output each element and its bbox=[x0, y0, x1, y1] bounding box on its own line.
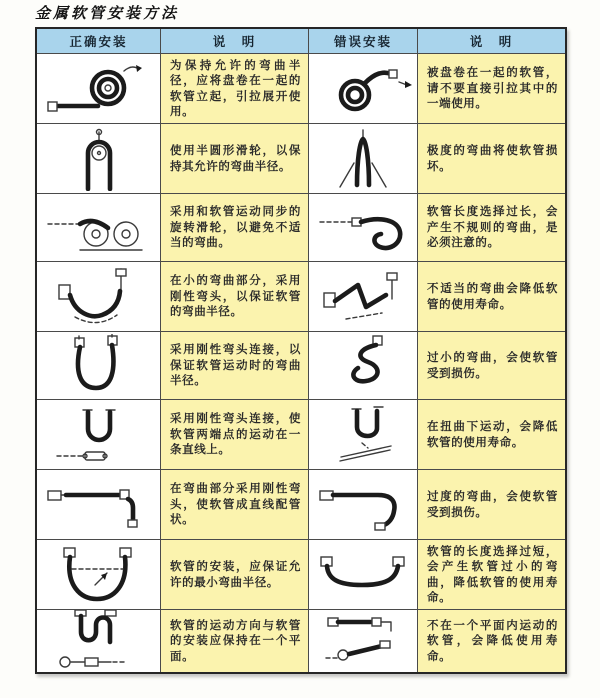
hose-motion-in-one-plane-icon bbox=[49, 610, 149, 672]
straight-hose-overbent-end-icon bbox=[316, 475, 411, 535]
table-row-6-wrong-image-cell bbox=[309, 400, 417, 469]
table-row-6-correct-image-cell bbox=[37, 400, 160, 469]
over-long-hose-irregular-loop-icon bbox=[316, 198, 411, 258]
table-row-9-wrong-image-cell bbox=[309, 610, 417, 672]
table-row-2-wrong-image-cell bbox=[309, 124, 417, 193]
rigid-elbow-connection-u-loop-icon bbox=[49, 334, 149, 398]
table-row-4-wrong-image-cell bbox=[309, 262, 417, 331]
table-row-7-wrong-image-cell bbox=[309, 470, 417, 539]
table-row-6-wrong-desc: 在扭曲下运动，会降低软管的使用寿命。 bbox=[418, 400, 565, 469]
table-row-2-correct-desc: 使用半圆形滑轮，以保持其允许的弯曲半径。 bbox=[161, 124, 308, 193]
table-row-5-correct-desc: 采用刚性弯头连接，以保证软管运动时的弯曲半径。 bbox=[161, 332, 308, 399]
table-row-1-correct-image-cell bbox=[37, 54, 160, 123]
table-row-1-wrong-desc: 被盘卷在一起的软管，请不要直接引拉其中的一端使用。 bbox=[418, 54, 565, 123]
table-row-1-wrong-image-cell bbox=[309, 54, 417, 123]
table-row-7-correct-desc: 在弯曲部分采用刚性弯头，使软管成直线配管状。 bbox=[161, 470, 308, 539]
table-row-5-correct-image-cell bbox=[37, 332, 160, 399]
hose-on-synchronized-rotating-pulleys-icon bbox=[44, 198, 154, 258]
u-hose-moving-under-twist-icon bbox=[316, 403, 411, 467]
hose-motion-out-of-plane-icon bbox=[316, 610, 411, 672]
u-hose-ends-moving-in-line-icon bbox=[49, 403, 149, 467]
table-row-3-correct-desc: 采用和软管运动同步的旋转滑轮，以避免不适当的弯曲。 bbox=[161, 194, 308, 261]
table-row-3-correct-image-cell bbox=[37, 194, 160, 261]
table-row-9-wrong-desc: 不在一个平面内运动的软管，会降低使用寿命。 bbox=[418, 610, 565, 672]
table-row-3-wrong-image-cell bbox=[309, 194, 417, 261]
header-correct-install: 正确安装 bbox=[37, 29, 160, 53]
straight-hose-with-rigid-elbow-icon bbox=[44, 475, 154, 535]
coiled-hose-pulled-from-one-end-icon bbox=[313, 58, 413, 120]
table-row-9-correct-image-cell bbox=[37, 610, 160, 672]
table-row-8-correct-desc: 软管的安装，应保证允许的最小弯曲半径。 bbox=[161, 540, 308, 609]
too-small-bend-s-curve-icon bbox=[318, 334, 408, 398]
table-row-4-correct-image-cell bbox=[37, 262, 160, 331]
header-correct-description: 说 明 bbox=[161, 29, 308, 53]
coiled-hose-stood-up-and-unrolled-icon bbox=[44, 58, 154, 120]
table-row-2-correct-image-cell bbox=[37, 124, 160, 193]
table-row-3-wrong-desc: 软管长度选择过长，会产生不规则的弯曲，是必须注意的。 bbox=[418, 194, 565, 261]
table-row-8-correct-image-cell bbox=[37, 540, 160, 609]
header-wrong-install: 错误安装 bbox=[309, 29, 417, 53]
table-row-8-wrong-desc: 软管的长度选择过短，会产生软管过小的弯曲，降低软管的使用寿命。 bbox=[418, 540, 565, 609]
table-row-1-correct-desc: 为保持允许的弯曲半径，应将盘卷在一起的软管立起，引拉展开使用。 bbox=[161, 54, 308, 123]
table-row-9-correct-desc: 软管的运动方向与软管的安装应保持在一个平面。 bbox=[161, 610, 308, 672]
table-row-5-wrong-image-cell bbox=[309, 332, 417, 399]
table-row-4-correct-desc: 在小的弯曲部分，采用刚性弯头，以保证软管的弯曲半径。 bbox=[161, 262, 308, 331]
page-title: 金属软管安装方法 bbox=[35, 4, 180, 22]
u-hose-minimum-bend-radius-icon bbox=[49, 543, 149, 607]
header-wrong-description: 说 明 bbox=[418, 29, 565, 53]
table-row-4-wrong-desc: 不适当的弯曲会降低软管的使用寿命。 bbox=[418, 262, 565, 331]
table-row-5-wrong-desc: 过小的弯曲，会使软管受到损伤。 bbox=[418, 332, 565, 399]
table-row-7-correct-image-cell bbox=[37, 470, 160, 539]
table-row-2-wrong-desc: 极度的弯曲将使软管损坏。 bbox=[418, 124, 565, 193]
installation-methods-table bbox=[35, 27, 567, 674]
hose-extremely-bent-icon bbox=[318, 127, 408, 191]
table-row-8-wrong-image-cell bbox=[309, 540, 417, 609]
too-short-hose-flattened-u-icon bbox=[313, 545, 413, 605]
hose-over-semicircular-pulley-icon bbox=[49, 127, 149, 191]
improper-sharp-bend-between-fittings-icon bbox=[316, 267, 411, 327]
rigid-elbow-at-small-bend-icon bbox=[49, 265, 149, 329]
table-row-7-wrong-desc: 过度的弯曲，会使软管受到损伤。 bbox=[418, 470, 565, 539]
table-row-6-correct-desc: 采用刚性弯头连接，使软管两端点的运动在一条直线上。 bbox=[161, 400, 308, 469]
